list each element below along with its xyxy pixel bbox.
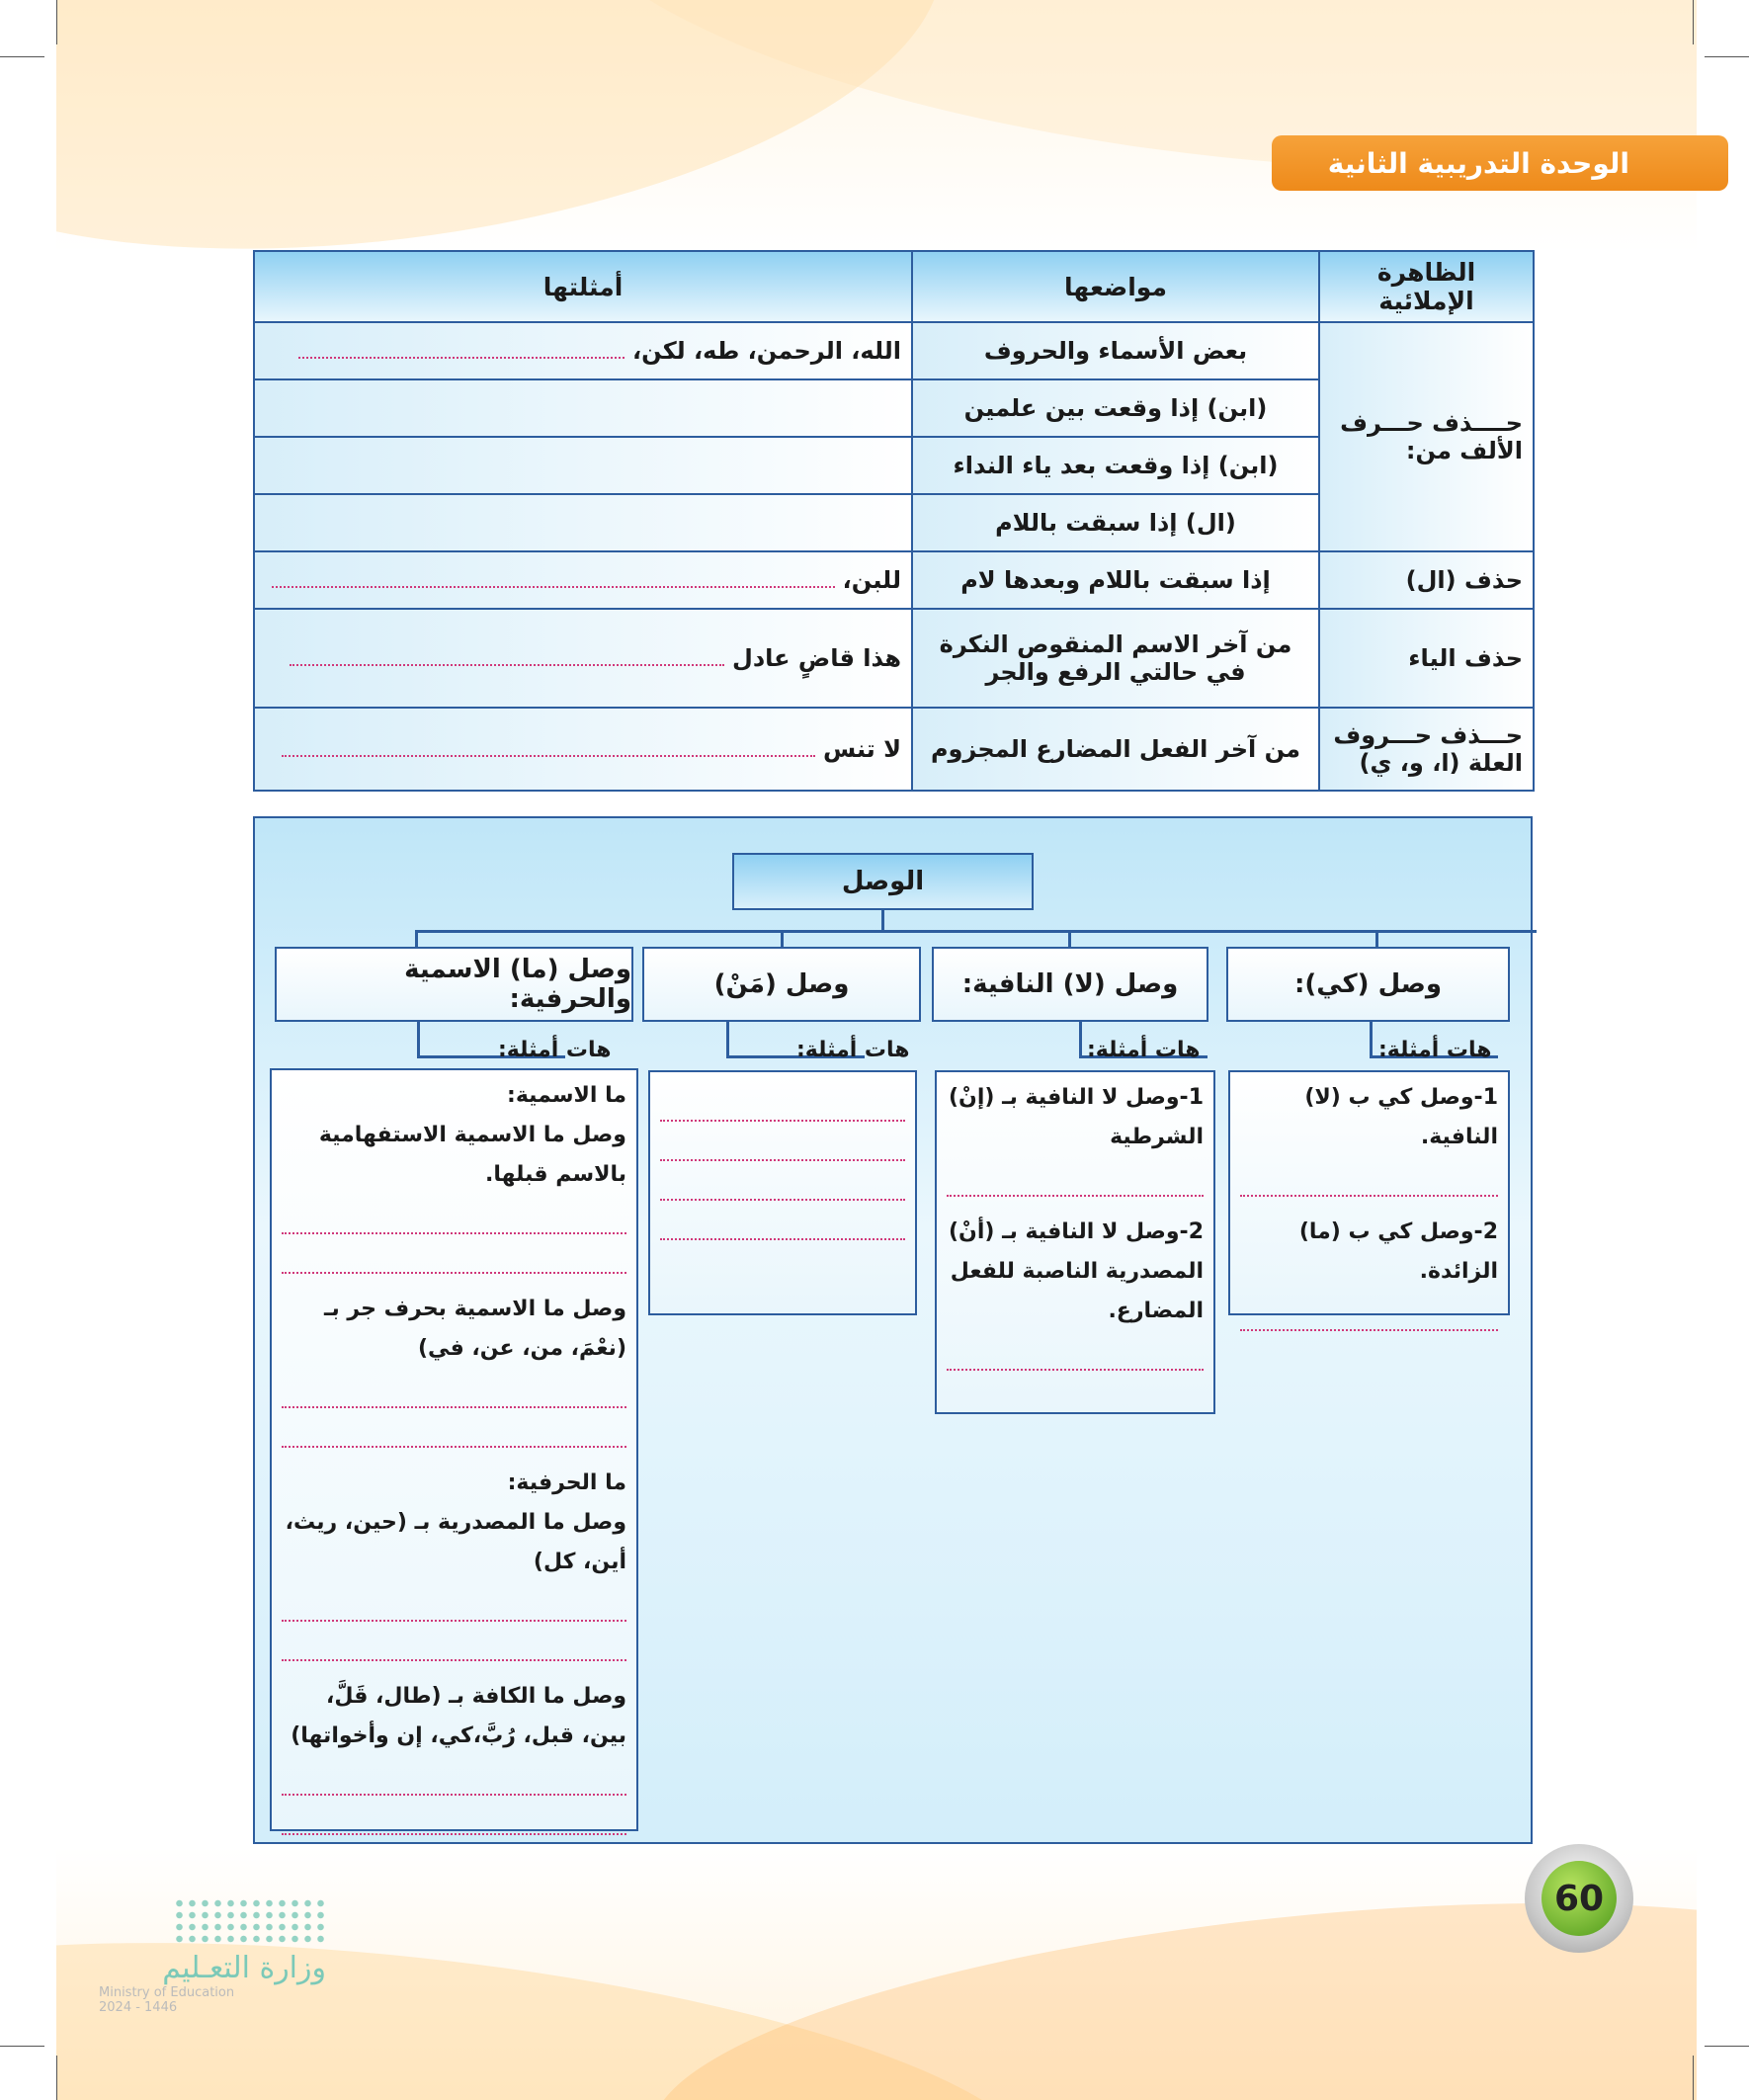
position-cell: (ابن) إذا وقعت بعد ياء النداء xyxy=(912,437,1319,494)
branch-la: وصل (لا) النافية: xyxy=(932,947,1208,1022)
answer-line[interactable] xyxy=(282,1766,626,1796)
position-cell: (ال) إذا سبقت باللام xyxy=(912,494,1319,551)
concept-map xyxy=(253,816,1533,1844)
examples-label: هات أمثلة: xyxy=(796,1038,910,1062)
position-cell: من آخر الفعل المضارع المجزوم xyxy=(912,708,1319,791)
connector xyxy=(726,1022,729,1057)
branch-ma: وصل (ما) الاسمية والحرفية: xyxy=(275,947,633,1022)
header-phenomenon: الظاهرة الإملائية xyxy=(1319,251,1534,322)
list-item: وصل ما الاسمية الاستفهامية بالاسم قبلها. xyxy=(318,1123,626,1187)
examples-label: هات أمثلة: xyxy=(1378,1038,1492,1062)
position-cell: من آخر الاسم المنقوص النكرة في حالتي الرفع والجر xyxy=(912,609,1319,708)
examples-box-la xyxy=(935,1070,1215,1414)
list-item: 2-وصل كي ب (ما) الزائدة. xyxy=(1298,1219,1498,1284)
connector xyxy=(881,910,884,932)
list-item: 1-وصل كي ب (لا) النافية. xyxy=(1304,1085,1498,1149)
answer-line[interactable] xyxy=(660,1171,905,1201)
example-cell[interactable]: الله، الرحمن، طه، لكن، xyxy=(254,322,912,379)
examples-label: هات أمثلة: xyxy=(498,1038,612,1062)
root-node: الوصل xyxy=(732,853,1034,910)
examples-box-ma xyxy=(270,1068,638,1831)
examples-box-kay xyxy=(1228,1070,1510,1315)
page-number: 60 xyxy=(1541,1861,1617,1936)
phenomenon-cell: حذف الياء xyxy=(1319,609,1534,708)
phenomenon-cell: حذف (ال) xyxy=(1319,551,1534,609)
example-cell[interactable] xyxy=(254,437,912,494)
unit-title: الوحدة التدريبية الثانية xyxy=(1327,146,1629,180)
list-item: ما الحرفية: xyxy=(507,1470,626,1495)
list-item: ما الاسمية: xyxy=(507,1083,626,1108)
answer-line[interactable] xyxy=(298,357,625,359)
answer-line[interactable] xyxy=(1240,1167,1498,1197)
list-item: وصل ما الكافة بـ (طال، قَلَّ، بين، قبل، رُبَّ،كي، إن وأخواتها) xyxy=(291,1684,626,1748)
example-cell[interactable]: للبن، xyxy=(254,551,912,609)
answer-line[interactable] xyxy=(282,1244,626,1274)
connector xyxy=(417,1022,420,1057)
answer-line[interactable] xyxy=(290,664,724,666)
position-cell: إذا سبقت باللام وبعدها لام xyxy=(912,551,1319,609)
answer-line[interactable] xyxy=(947,1167,1204,1197)
year-label: 2024 - 1446 xyxy=(99,2000,178,2015)
table-row xyxy=(254,322,1534,379)
table-row xyxy=(254,609,1534,708)
list-item: 1-وصل لا النافية بـ (إنْ) الشرطية xyxy=(948,1085,1204,1149)
answer-line[interactable] xyxy=(282,1592,626,1622)
answer-line[interactable] xyxy=(1240,1302,1498,1331)
answer-line[interactable] xyxy=(660,1132,905,1161)
connector xyxy=(415,930,1537,933)
position-cell: بعض الأسماء والحروف xyxy=(912,322,1319,379)
list-item: وصل ما الاسمية بحرف جر بـ (نعْمَ، من، عن، في) xyxy=(323,1297,626,1361)
answer-line[interactable] xyxy=(282,755,815,757)
logo-dots-icon xyxy=(173,1897,326,1943)
unit-banner xyxy=(1272,135,1728,191)
table-row xyxy=(254,551,1534,609)
example-cell[interactable] xyxy=(254,494,912,551)
example-cell[interactable] xyxy=(254,379,912,437)
header-positions: مواضعها xyxy=(912,251,1319,322)
examples-label: هات أمثلة: xyxy=(1087,1038,1201,1062)
phenomenon-cell: حـــذف حـــروف العلة (ا، و، ي) xyxy=(1319,708,1534,791)
position-cell: (ابن) إذا وقعت بين علمين xyxy=(912,379,1319,437)
connector xyxy=(1370,1022,1373,1057)
spelling-table xyxy=(253,250,1535,792)
answer-line[interactable] xyxy=(660,1211,905,1240)
answer-line[interactable] xyxy=(282,1205,626,1234)
table-row xyxy=(254,708,1534,791)
list-item: 2-وصل لا النافية بـ (أنْ) المصدرية الناصبة للفعل المضارع. xyxy=(948,1219,1204,1323)
examples-box-man xyxy=(648,1070,917,1315)
ministry-name-en: Ministry of Education xyxy=(99,1985,235,2000)
answer-line[interactable] xyxy=(660,1092,905,1122)
answer-line[interactable] xyxy=(282,1806,626,1835)
header-examples: أمثلتها xyxy=(254,251,912,322)
answer-line[interactable] xyxy=(272,586,835,588)
example-cell[interactable]: هذا قاضٍ عادل xyxy=(254,609,912,708)
branch-kay: وصل (كي): xyxy=(1226,947,1510,1022)
table-header-row xyxy=(254,251,1534,322)
answer-line[interactable] xyxy=(282,1418,626,1448)
ministry-name-ar: وزارة التعـليم xyxy=(162,1951,326,1985)
list-item: وصل ما المصدرية بـ (حين، ريث، أين، كل) xyxy=(285,1510,626,1574)
answer-line[interactable] xyxy=(282,1632,626,1661)
connector xyxy=(1079,1022,1082,1057)
branch-man: وصل (مَنْ) xyxy=(642,947,921,1022)
ministry-logo xyxy=(99,1897,326,2015)
phenomenon-cell: حــــذف حـــرف الألف من: xyxy=(1319,322,1534,551)
example-cell[interactable]: لا تنس xyxy=(254,708,912,791)
answer-line[interactable] xyxy=(947,1341,1204,1371)
answer-line[interactable] xyxy=(282,1379,626,1408)
page-number-badge xyxy=(1525,1844,1633,1953)
